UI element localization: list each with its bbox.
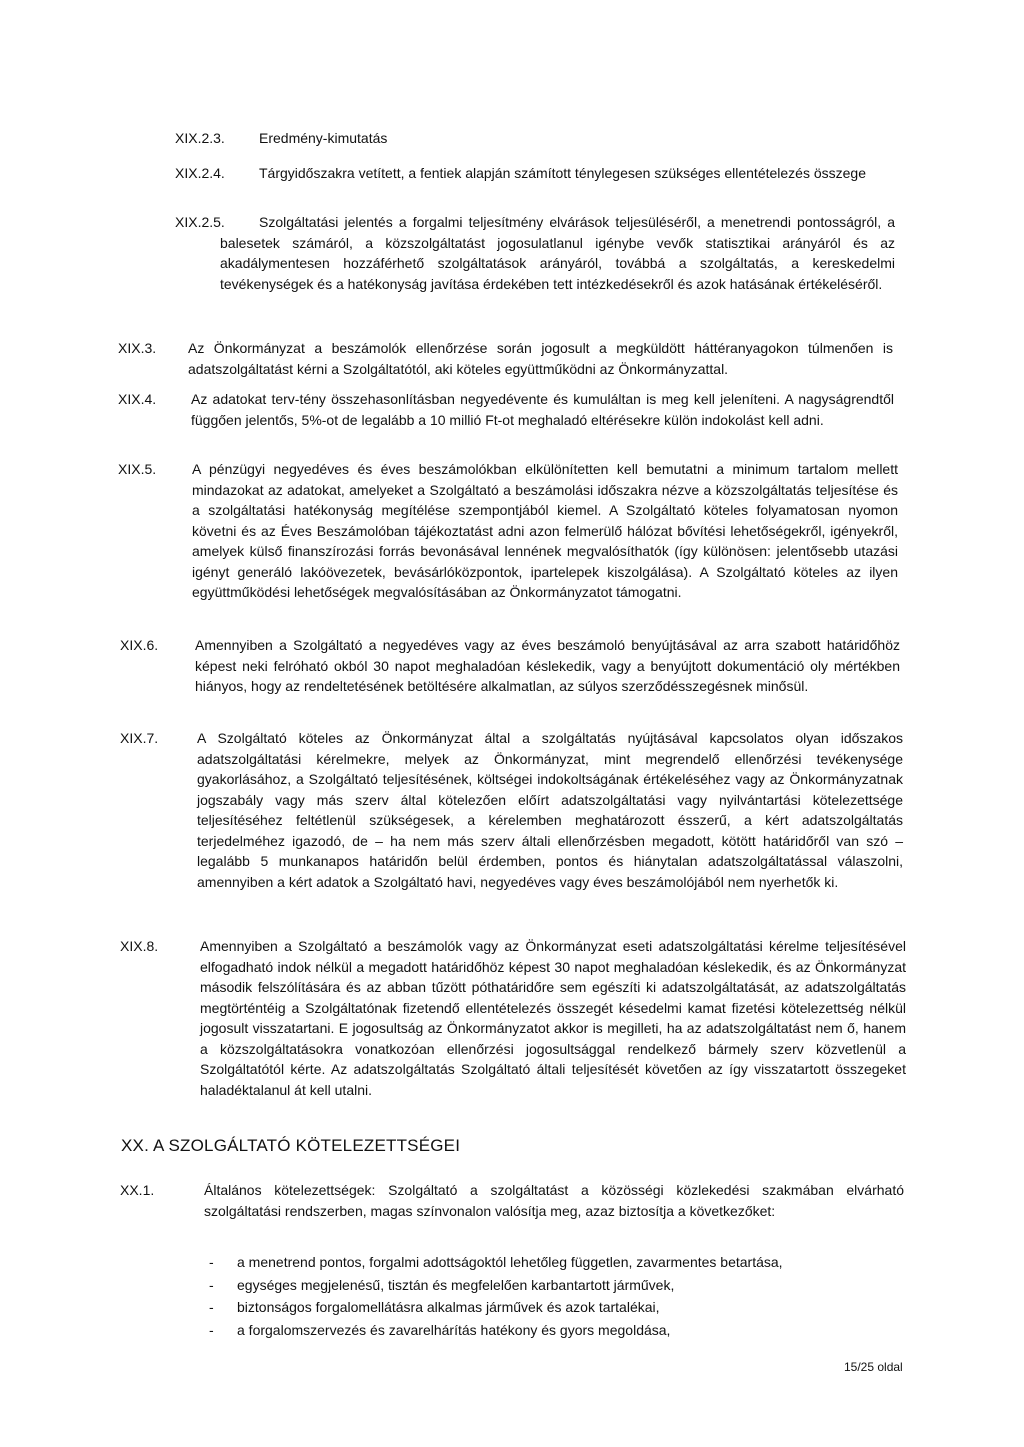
list-item: - a menetrend pontos, forgalmi adottságoktól lehetőleg független, zavarmentes betartása, (206, 1251, 846, 1274)
section-text: Amennyiben a Szolgáltató a negyedéves vagy az éves beszámoló benyújtásával az arra szabott határidőhöz képest neki felróható okból 30 napot meghaladóan késlekedik, vagy a benyújtott dokumentáció oly mértékben hiányos, hogy az rendeltetésének betöltésére alkalmatlan, az súlyos szerződésszegésnek minősül. (195, 637, 900, 694)
section-text: A pénzügyi negyedéves és éves beszámolókban elkülönítetten kell bemutatni a minimum tartalom mellett mindazokat az adatokat, amelyeket a Szolgáltató a beszámolási időszakra nézve a közszolgáltatás teljesítése és a szolgáltatási hatékonyság megítélése szempontjából kiemel. A Szolgáltató köteles folyamatosan nyomon követni és az Éves Beszámolóban tájékoztatást adni azon felmerülő hálózat bővítési lehetőségekről, igényekről, amelyek külső finanszírozási forrás bevonásával lennének megvalósíthatók (így különösen: jelentősebb utazási igényt generáló lakóövezetek, bevásárlóközpontok, ipartelepek kiszolgálása). A Szolgáltató köteles az ilyen együttműködési lehetőségek megvalósításában az Önkormányzatot támogatni. (192, 461, 898, 600)
list-item: - egységes megjelenésű, tisztán és megfelelően karbantartott járművek, (206, 1274, 846, 1297)
obligations-list (206, 1251, 846, 1341)
section-text: A Szolgáltató köteles az Önkormányzat által a szolgáltatás nyújtásával kapcsolatos olyan időszakos adatszolgáltatási kérelmekre, melyek az Önkormányzat, mint megrendelő ellenőrzési tevékenysége gyakorlásához, a Szolgáltató teljesítésének, költségei indokoltságának értékeléséhez vagy az Önkormányzatnak jogszabály vagy más szerv által kötelezően előírt adatszolgáltatási vagy nyilvántartási kötelezettsége teljesítéséhez feltétlenül szükségesek, a kérelemben meghatározott ésszerű, a kért adatszolgáltatás terjedelméhez igazodó, de – ha nem más szerv általi ellenőrzésben megadott, kötött határidőről van szó – legalább 5 munkanapos határidőn belül érdemben, pontos és hiánytalan adatszolgáltatással válaszolni, amennyiben a kért adatok a Szolgáltató havi, negyedéves vagy éves beszámolójából nem nyerhetők ki. (197, 730, 903, 890)
section-number: XIX.2.5. (175, 214, 225, 230)
section-number: XX.1. (120, 1182, 155, 1198)
section-number: XIX.4. (118, 391, 157, 407)
chapter-heading: XX. A SZOLGÁLTATÓ KÖTELEZETTSÉGEI (121, 1136, 461, 1155)
section-number: XIX.3. (118, 340, 157, 356)
section-text: Tárgyidőszakra vetített, a fentiek alapján számított ténylegesen szükséges ellentételezés összege (259, 165, 867, 181)
section-text: Általános kötelezettségek: Szolgáltató a szolgáltatást a közösségi közlekedési szakmában elvárható szolgáltatási rendszerben, magas színvonalon valósítja meg, azaz biztosítja a következőket: (204, 1182, 904, 1219)
list-item: - a forgalomszervezés és zavarelhárítás hatékony és gyors megoldása, (206, 1319, 846, 1342)
section-text: Amennyiben a Szolgáltató a beszámolók vagy az Önkormányzat eseti adatszolgáltatási kérelme teljesítésével elfogadható indok nélkül a megadott határidőhöz képest 30 napot meghaladóan késlekedik, és az Önkormányzat második felszólítására és az abban tűzött póthatáridőre sem egészíti ki adatszolgáltatását, az adatszolgáltatás megtörténtéig a Szolgáltatónak fizetendő ellentételezés összegét késedelmi kamat fizetési kötelezettség nélkül jogosult visszatartani. E jogosultság az Önkormányzatot akkor is megilleti, ha az adatszolgáltatást nem ő, hanem a közszolgáltatásokra vonatkozóan ellenőrzési jogosultsággal rendelkező bármely szerv közvetlenül a Szolgáltatótól kérte. Az adatszolgáltatás Szolgáltató általi teljesítését követően az így visszatartott összegeket haladéktalanul át kell utalni. (200, 938, 906, 1098)
section-number: XIX.7. (120, 730, 159, 746)
section-text: Eredmény-kimutatás (259, 130, 388, 146)
section-text: Az Önkormányzat a beszámolók ellenőrzése során jogosult a megküldött háttéranyagokon túlmenően is adatszolgáltatást kérni a Szolgáltatótól, aki köteles együttműködni az Önkormányzattal. (188, 340, 893, 377)
section-number: XIX.6. (120, 637, 159, 653)
section-text: Az adatokat terv-tény összehasonlításban negyedévente és kumuláltan is meg kell jeleníteni. A nagyságrendtől függően jelentős, 5%-ot de legalább a 10 millió Ft-ot meghaladó eltérésekre külön indokolást kell adni. (191, 391, 894, 428)
list-item: - biztonságos forgalomellátásra alkalmas járművek és azok tartalékai, (206, 1296, 846, 1319)
section-number: XIX.5. (118, 461, 157, 477)
section-number: XIX.8. (120, 938, 159, 954)
section-number: XIX.2.3. (175, 130, 225, 146)
section-number: XIX.2.4. (175, 165, 225, 181)
page-number: 15/25 oldal (844, 1360, 903, 1374)
section-text: Szolgáltatási jelentés a forgalmi teljesítmény elvárások teljesüléséről, a menetrendi pontosságról, a balesetek számáról, a közszolgáltatást jogosulatlanul igénybe vevők statisztikai arányáról és az akadálymentesen hozzáférhető szolgáltatások arányáról, továbbá a szolgáltatás, a kereskedelmi tevékenységek és a hatékonyság javítása érdekében tett intézkedésekről és azok hatásának értékeléséről. (220, 214, 895, 292)
